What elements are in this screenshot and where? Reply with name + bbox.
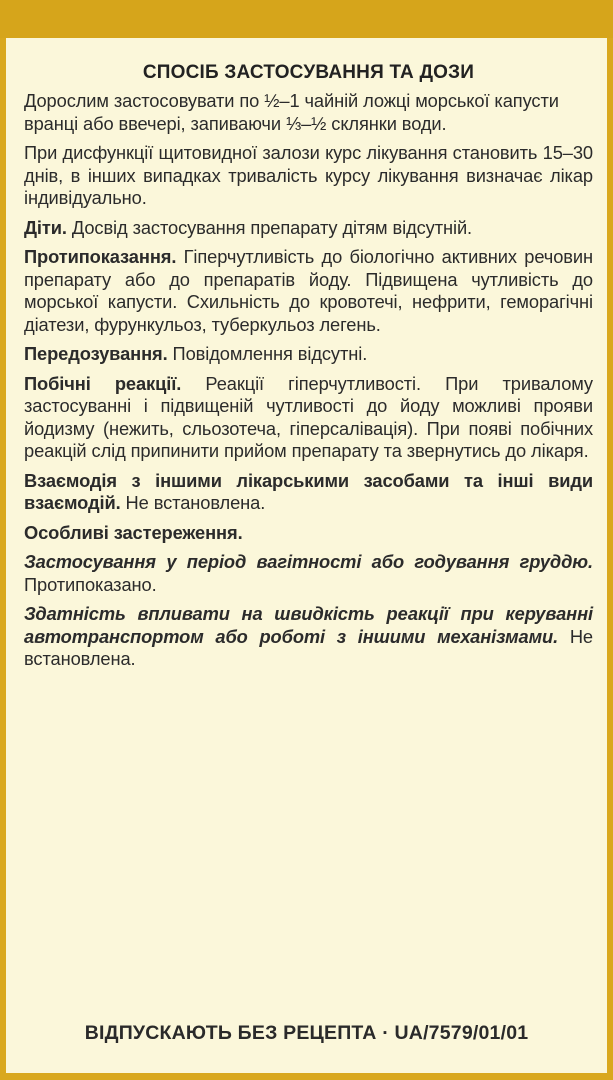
children-text: Досвід застосування препарату дітям відсутній. [66,216,473,238]
side-effects-label: Побічні реакції. [24,372,182,394]
overdose-text: Повідомлення відсутні. [167,343,368,364]
pregnancy-label: Застосування у період вагітності або годування груддю. [24,551,593,572]
footer-prescription-note: ВІДПУСКАЮТЬ БЕЗ РЕЦЕПТА · UA/7579/01/01 [84,1022,529,1044]
children-paragraph [24,217,593,240]
driving-label: Здатність впливати на швидкість реакції при керуванні автотранспортом або роботі з іншими механізмами. [24,603,593,647]
interactions-text: Не встановлена. [120,492,266,513]
special-warnings-paragraph [24,522,593,545]
special-warnings-label: Особливі застереження. [24,521,243,543]
leaflet-panel [6,38,607,1073]
dosage-paragraph-2 [24,142,593,210]
pregnancy-text: Протипоказано. [24,573,157,595]
dosage-paragraph-1 [24,90,593,135]
section-heading: СПОСІБ ЗАСТОСУВАННЯ ТА ДОЗИ [142,62,475,83]
contraindications-text: Гіперчутливість до біологічно активних речовин препарату або до препаратів йоду. Підвищена чутливість до морської капусти. Схильність до кровотечі, нефрити, геморагічні діатези, фурункульоз, туберкульоз легень. [24,246,593,335]
interactions-paragraph [24,470,593,515]
side-effects-paragraph [24,373,593,463]
overdose-label: Передозування. [24,343,168,364]
dosage-text-2: При дисфункції щитовидної залози курс лікування становить 15–30 днів, в інших випадках тривалість курсу лікування визначає лікар індивідуально. [24,142,593,208]
driving-text: Не встановлена. [24,625,593,669]
pregnancy-paragraph [24,551,593,596]
package-edge [0,0,613,38]
contraindications-label: Протипоказання. [24,246,177,267]
driving-paragraph [24,603,593,671]
contraindications-paragraph [24,246,593,336]
dosage-text-1: Дорослим застосовувати по ½–1 чайній ложці морської капусти вранці або ввечері, запиваючи ⅓–½ склянки води. [24,90,559,134]
interactions-label: Взаємодія з іншими лікарськими засобами та інші види взаємодій. [24,469,593,513]
side-effects-text: Реакції гіперчутливості. При тривалому застосуванні і підвищеній чутливості до йоду можливі прояви йодизму (нежить, сльозотеча, гіперсалівація). При появі побічних реакцій слід припинити прийом препарату та звернутись до лікаря. [24,372,593,461]
children-label: Діти. [24,216,67,238]
overdose-paragraph [24,343,593,366]
